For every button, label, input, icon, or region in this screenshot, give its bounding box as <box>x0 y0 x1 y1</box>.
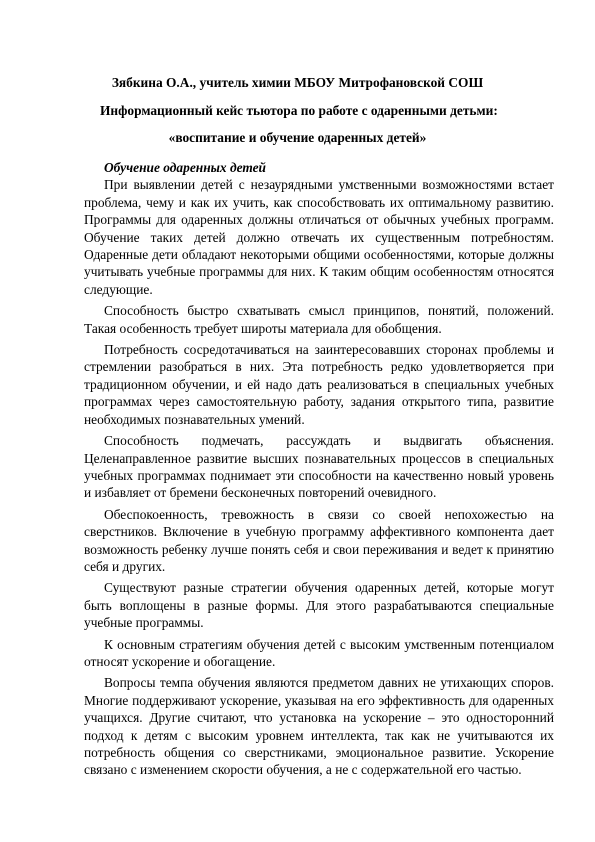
author-line: Зябкина О.А., учитель химии МБОУ Митрофановской СОШ <box>111 75 484 90</box>
section-heading: Обучение одаренных детей <box>104 160 267 175</box>
paragraph: Потребность сосредотачиваться на заинтересовавших сторонах проблемы и стремлении разобраться в них. Эта потребность редко удовлетворяется при традиционном обучении, и ей надо дать реализоваться в специальных учебных программах через самостоятельную работу, задания открытого типа, развитие необходимых познавательных умений. <box>84 342 554 427</box>
document-subtitle: «воспитание и обучение одаренных детей» <box>168 130 427 145</box>
paragraph: Вопросы темпа обучения являются предметом давних не утихающих споров. Многие поддерживают ускорение, указывая на его эффективность для одаренных учащихся. Другие считают, что установка на ускорение – это односторонний подход к детям с высоким уровнем интеллекта, так как не учитываются их потребность общения со сверстниками, эмоциональное развитие. Ускорение связано с изменением скорости обучения, а не с содержательной его частью. <box>84 675 554 778</box>
document-body <box>84 159 554 783</box>
paragraph: При выявлении детей с незаурядными умственными возможностями встает проблема, чему и как их учить, как способствовать их оптимальному развитию. Программы для одаренных должны отличаться от обычных учебных программ. Обучение таких детей должно отвечать их существенным потребностям. Одаренные дети обладают некоторыми общими особенностями, которые должны учитывать учебные программы для них. К таким общим особенностям относятся следующие. <box>84 177 554 297</box>
paragraph: К основным стратегиям обучения детей с высоким умственным потенциалом относят ускорение и обогащение. <box>84 636 554 669</box>
paragraph: Способность быстро схватывать смысл принципов, понятий, положений. Такая особенность требует широты материала для обобщения. <box>84 303 554 336</box>
paragraph: Обеспокоенность, тревожность в связи со своей непохожестью на сверстников. Включение в учебную программу аффективного компонента дает возможность ребенку лучше понять себя и свои переживания и ведет к принятию себя и других. <box>84 506 554 574</box>
paragraph: Способность подмечать, рассуждать и выдвигать объяснения. Целенаправленное развитие высших познавательных процессов в специальных учебных программах поднимает эти способности на качественно новый уровень и избавляет от бремени бесконечных повторений очевидного. <box>84 433 554 501</box>
paragraph: Существуют разные стратегии обучения одаренных детей, которые могут быть воплощены в разные формы. Для этого разрабатываются специальные учебные программы. <box>84 580 554 631</box>
document-title: Информационный кейс тьютора по работе с одаренными детьми: <box>100 103 498 118</box>
